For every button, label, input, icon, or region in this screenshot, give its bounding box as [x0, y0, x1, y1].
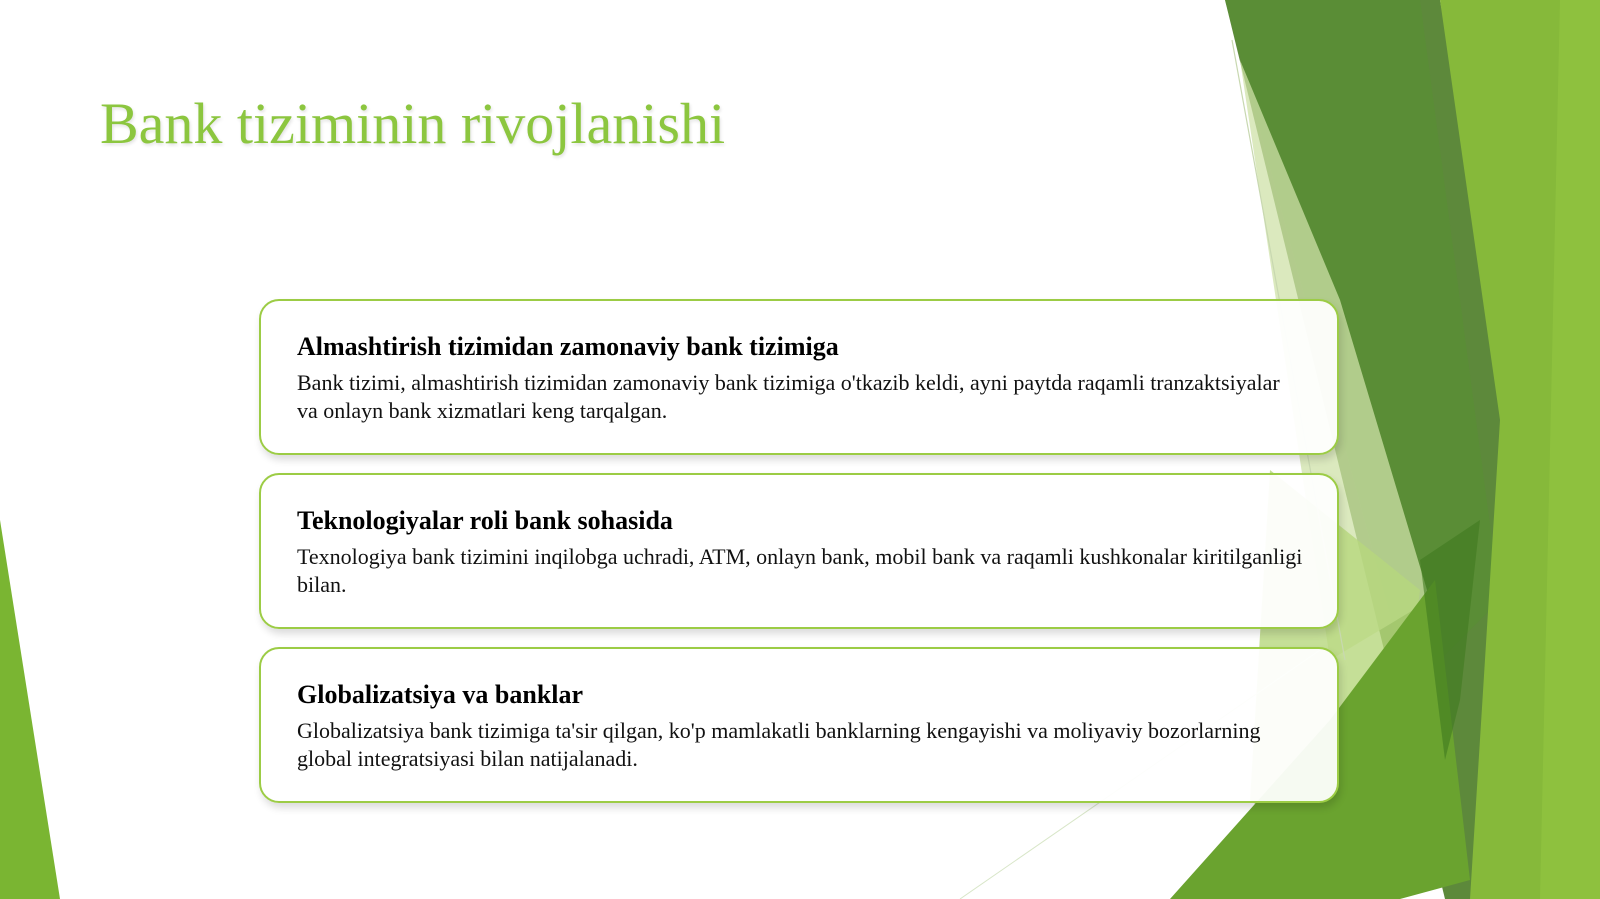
card-technology-role — [259, 473, 1339, 629]
content-cards — [259, 299, 1339, 821]
card-globalization — [259, 647, 1339, 803]
card-text: Bank tizimi, almashtirish tizimidan zamonaviy bank tizimiga o'tkazib keldi, ayni paytda raqamli tranzaktsiyalar va onlayn bank xizmatlari keng tarqalgan. — [297, 370, 1280, 423]
page-title: Bank tiziminin rivojlanishi — [100, 91, 726, 156]
card-heading: Globalizatsiya va banklar — [297, 680, 584, 709]
card-exchange-to-modern-banking — [259, 299, 1339, 455]
card-text: Globalizatsiya bank tizimiga ta'sir qilgan, ko'p mamlakatli banklarning kengayishi va moliyaviy bozorlarning global integratsiyasi bilan natijalanadi. — [297, 718, 1261, 771]
card-heading: Teknologiyalar roli bank sohasida — [297, 506, 673, 535]
card-text: Texnologiya bank tizimini inqilobga uchradi, ATM, onlayn bank, mobil bank va raqamli kushkonalar kiritilganligi bilan. — [297, 544, 1303, 597]
card-heading: Almashtirish tizimidan zamonaviy bank tizimiga — [297, 332, 839, 361]
left-green-shape — [0, 520, 60, 899]
